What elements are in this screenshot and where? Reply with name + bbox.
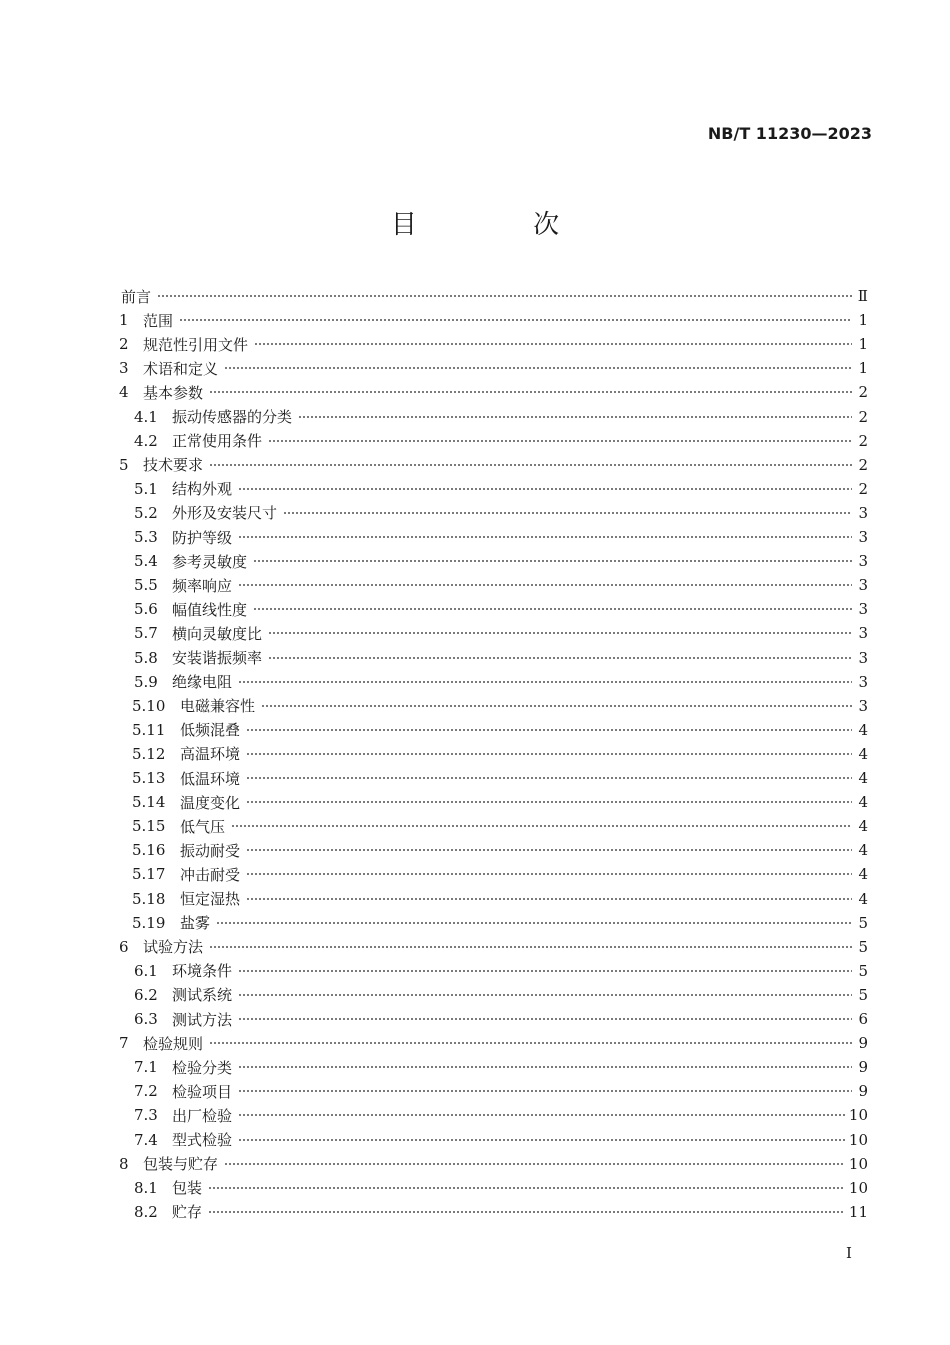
toc-entry-page: 10 [848, 1130, 868, 1149]
toc-entry-page: 3 [858, 624, 868, 643]
toc-leader-dots [238, 1137, 845, 1143]
toc-entry-page: 9 [858, 1082, 868, 1101]
page-title: 目 次 [390, 210, 614, 240]
toc-entry-number: 5.9 [134, 672, 158, 691]
toc-entry-page: 5 [858, 985, 868, 1004]
toc-leader-dots [231, 823, 852, 829]
toc-entry[interactable] [134, 959, 868, 983]
toc-entry-label: 参考灵敏度 [172, 552, 248, 571]
toc-entry-number: 8.1 [134, 1178, 158, 1197]
toc-entry[interactable] [119, 453, 868, 477]
toc-entry-page: 2 [858, 455, 868, 474]
toc-entry-label: 环境条件 [172, 962, 233, 981]
toc-entry-page: 4 [858, 769, 868, 787]
toc-entry-page: 10 [848, 1154, 868, 1173]
toc-entry-number: 5.1 [134, 479, 158, 498]
toc-entry-number: 8.2 [134, 1202, 158, 1221]
toc-leader-dots [283, 510, 852, 516]
toc-entry[interactable] [134, 1128, 868, 1152]
toc-entry-number: 5.6 [134, 600, 158, 619]
toc-entry-number: 5.13 [132, 769, 166, 787]
toc-entry[interactable] [134, 525, 868, 549]
toc-entry-number: 8 [119, 1154, 129, 1173]
standard-number: NB/T 11230—2023 [707, 124, 872, 143]
toc-entry-number: 5.7 [134, 624, 158, 643]
toc-entry-number: 5.4 [134, 552, 158, 571]
toc-entry-label: 出厂检验 [172, 1106, 233, 1125]
toc-entry-page: 10 [848, 1106, 868, 1125]
toc-entry-label: 低温环境 [180, 769, 241, 788]
toc-entry[interactable] [134, 1079, 868, 1103]
toc-leader-dots [238, 968, 852, 974]
toc-entry[interactable] [134, 573, 868, 597]
toc-entry-number: 5.2 [134, 503, 158, 522]
toc-entry-number: 5.18 [132, 889, 166, 908]
toc-entry[interactable] [132, 814, 868, 838]
toc-entry[interactable] [134, 549, 868, 573]
toc-entry-page: 2 [858, 383, 868, 402]
toc-entry-label: 安装谐振频率 [172, 649, 263, 667]
toc-entry[interactable] [119, 332, 868, 356]
toc-entry-label: 电磁兼容性 [180, 697, 256, 716]
page-number: I [846, 1244, 852, 1262]
toc-entry[interactable] [132, 694, 868, 718]
toc-entry-label: 振动耐受 [180, 841, 241, 860]
toc-entry[interactable] [134, 670, 868, 694]
toc-entry-page: 1 [858, 359, 868, 378]
toc-entry-label: 规范性引用文件 [143, 335, 249, 354]
toc-leader-dots [253, 606, 852, 612]
toc-entry-number: 7.3 [134, 1106, 158, 1125]
toc-leader-dots [224, 365, 852, 371]
toc-leader-dots [238, 534, 852, 540]
toc-leader-dots [246, 871, 852, 877]
toc-leader-dots [246, 727, 852, 733]
toc-leader-dots [238, 679, 852, 685]
toc-entry[interactable] [134, 429, 868, 453]
toc-entry-number: 5.11 [132, 720, 166, 739]
toc-entry[interactable] [132, 838, 868, 862]
toc-entry-number: 4.2 [134, 431, 158, 450]
toc-leader-dots [268, 438, 852, 444]
toc-entry[interactable] [134, 646, 868, 670]
toc-entry[interactable] [134, 1176, 868, 1200]
toc-entry-label: 正常使用条件 [172, 432, 263, 451]
toc-entry-page: 6 [858, 1010, 868, 1028]
toc-leader-dots [261, 703, 852, 709]
toc-entry[interactable] [132, 718, 868, 742]
toc-entry-label: 结构外观 [172, 480, 233, 499]
toc-leader-dots [157, 293, 852, 299]
toc-entry-page: 2 [858, 431, 868, 450]
toc-entry-label: 基本参数 [143, 383, 204, 402]
toc-entry-page: 3 [858, 648, 868, 667]
toc-entry-page: 9 [858, 1058, 868, 1077]
toc-leader-dots [209, 1040, 852, 1046]
toc-entry-page: 1 [858, 335, 868, 354]
toc-leader-dots [246, 751, 852, 757]
toc-entry[interactable] [134, 477, 868, 501]
toc-entry-page: 3 [858, 528, 868, 546]
toc-leader-dots [246, 896, 852, 902]
toc-entry[interactable] [134, 1007, 868, 1031]
toc-entry[interactable] [132, 790, 868, 814]
toc-entry-page: 2 [858, 407, 868, 426]
toc-entry-label: 检验分类 [172, 1058, 233, 1077]
toc-entry-page: 4 [858, 841, 868, 860]
toc-entry-label: 检验项目 [172, 1082, 233, 1101]
toc-leader-dots [209, 462, 852, 468]
toc-entry-number: 1 [119, 311, 129, 330]
toc-entry-number: 4.1 [134, 407, 158, 426]
toc-entry[interactable] [134, 983, 868, 1007]
toc-leader-dots [246, 775, 852, 781]
toc-entry-label: 测试系统 [172, 986, 233, 1005]
toc-leader-dots [238, 1064, 852, 1070]
toc-entry[interactable] [119, 380, 868, 404]
toc-entry-number: 4 [119, 383, 129, 402]
toc-entry-page: 10 [848, 1178, 868, 1197]
toc-leader-dots [238, 992, 852, 998]
toc-entry-page: 3 [858, 552, 868, 571]
toc-entry-page: 3 [858, 672, 868, 691]
toc-entry-page: 2 [858, 479, 868, 498]
toc-entry-number: 5 [119, 455, 129, 474]
toc-entry-number: 5.8 [134, 648, 158, 667]
toc-leader-dots [208, 1185, 845, 1191]
toc-entry-page: 4 [858, 817, 868, 836]
toc-entry[interactable] [132, 887, 868, 911]
toc-entry-label: 盐雾 [180, 914, 211, 933]
toc-entry-number: 5.5 [134, 576, 158, 595]
toc-entry-number: 5.16 [132, 841, 166, 860]
toc-entry-label: 温度变化 [180, 793, 241, 812]
toc-entry-page: 3 [858, 696, 868, 715]
toc-entry-number: 7.4 [134, 1130, 158, 1149]
toc-entry-number: 7 [119, 1034, 129, 1053]
toc-entry-page: 4 [858, 744, 868, 763]
toc-entry[interactable] [132, 862, 868, 886]
toc-entry-page: Ⅱ [857, 287, 868, 305]
toc-entry-label: 低频混叠 [180, 721, 241, 740]
toc-entry-number: 7.2 [134, 1082, 158, 1101]
toc-leader-dots [179, 317, 852, 323]
toc-entry-label: 幅值线性度 [172, 600, 248, 619]
toc-entry[interactable] [132, 911, 868, 935]
toc-entry[interactable] [132, 766, 868, 790]
toc-entry-label: 防护等级 [172, 528, 233, 547]
toc-entry[interactable] [119, 308, 868, 332]
toc-leader-dots [209, 944, 852, 950]
toc-entry-page: 9 [858, 1034, 868, 1053]
toc-entry-number: 5.17 [132, 865, 166, 884]
toc-entry-label: 试验方法 [143, 938, 204, 957]
toc-leader-dots [254, 341, 852, 347]
toc-entry-label: 贮存 [172, 1203, 203, 1222]
toc-entry[interactable] [119, 1152, 868, 1176]
toc-leader-dots [208, 1209, 845, 1215]
toc-leader-dots [298, 414, 852, 420]
toc-entry-page: 4 [858, 720, 868, 739]
toc-entry-number: 7.1 [134, 1058, 158, 1077]
toc-entry[interactable] [134, 621, 868, 645]
toc-entry-page: 1 [858, 311, 868, 330]
toc-entry-label: 绝缘电阻 [172, 673, 233, 692]
toc-leader-dots [209, 389, 852, 395]
toc-entry-label: 横向灵敏度比 [172, 624, 263, 643]
toc-entry-label: 范围 [143, 311, 174, 330]
toc-entry[interactable] [119, 356, 868, 380]
toc-entry-label: 测试方法 [172, 1010, 233, 1029]
toc-entry[interactable] [119, 1031, 868, 1055]
toc-entry-number: 5.12 [132, 744, 166, 763]
toc-entry-label: 冲击耐受 [180, 865, 241, 884]
toc-entry-number: 5.10 [132, 696, 166, 715]
toc-entry-page: 4 [858, 865, 868, 884]
toc-entry-label: 检验规则 [143, 1034, 204, 1053]
toc-entry[interactable] [134, 501, 868, 525]
toc-entry-label: 低气压 [180, 817, 226, 836]
toc-entry-page: 3 [858, 576, 868, 595]
toc-entry-label: 恒定湿热 [180, 890, 241, 908]
toc-entry-number: 2 [119, 335, 129, 354]
toc-entry[interactable] [134, 1103, 868, 1127]
toc-leader-dots [238, 486, 852, 492]
toc-entry-page: 4 [858, 793, 868, 812]
toc-entry-label: 高温环境 [180, 745, 241, 764]
toc-entry-label: 技术要求 [143, 456, 204, 475]
toc-entry-page: 5 [858, 937, 868, 956]
toc-leader-dots [246, 799, 852, 805]
toc-entry-label: 振动传感器的分类 [172, 408, 293, 426]
toc-entry[interactable] [121, 284, 868, 308]
toc-entry[interactable] [134, 1055, 868, 1079]
toc-entry-label: 包装与贮存 [143, 1155, 219, 1174]
toc-leader-dots [216, 920, 852, 926]
toc-entry-number: 5.14 [132, 793, 166, 812]
toc-leader-dots [253, 558, 852, 564]
toc-entry-label: 前言 [121, 287, 152, 306]
toc-entry-page: 4 [858, 889, 868, 908]
toc-entry-label: 频率响应 [172, 576, 233, 595]
toc-entry-page: 3 [858, 503, 868, 522]
toc-leader-dots [268, 655, 852, 661]
toc-entry-page: 5 [858, 913, 868, 932]
toc-leader-dots [224, 1161, 845, 1167]
toc-entry-label: 包装 [172, 1179, 203, 1198]
toc-entry-page: 3 [858, 600, 868, 619]
toc-leader-dots [238, 1112, 845, 1118]
toc-entry[interactable] [134, 405, 868, 429]
toc-entry[interactable] [119, 935, 868, 959]
toc-entry-page: 11 [848, 1202, 868, 1221]
toc-entry-number: 6.1 [134, 961, 158, 980]
toc-entry-number: 5.19 [132, 913, 166, 932]
toc-leader-dots [238, 1016, 852, 1022]
toc-entry-number: 6 [119, 937, 129, 956]
toc-leader-dots [268, 630, 852, 636]
toc-entry-number: 6.3 [134, 1010, 158, 1028]
toc-entry-label: 外形及安装尺寸 [172, 504, 278, 523]
toc-entry-page: 5 [858, 961, 868, 980]
toc-leader-dots [246, 847, 852, 853]
toc-entry-number: 5.15 [132, 817, 166, 836]
toc-entry-number: 5.3 [134, 528, 158, 546]
toc-entry[interactable] [132, 742, 868, 766]
toc-entry[interactable] [134, 1200, 868, 1224]
toc-entry[interactable] [134, 597, 868, 621]
toc-entry-number: 3 [119, 359, 129, 378]
toc-entry-label: 术语和定义 [143, 359, 219, 378]
toc-entry-label: 型式检验 [172, 1131, 233, 1149]
toc-leader-dots [238, 1088, 852, 1094]
toc-entry-number: 6.2 [134, 985, 158, 1004]
toc-leader-dots [238, 582, 852, 588]
